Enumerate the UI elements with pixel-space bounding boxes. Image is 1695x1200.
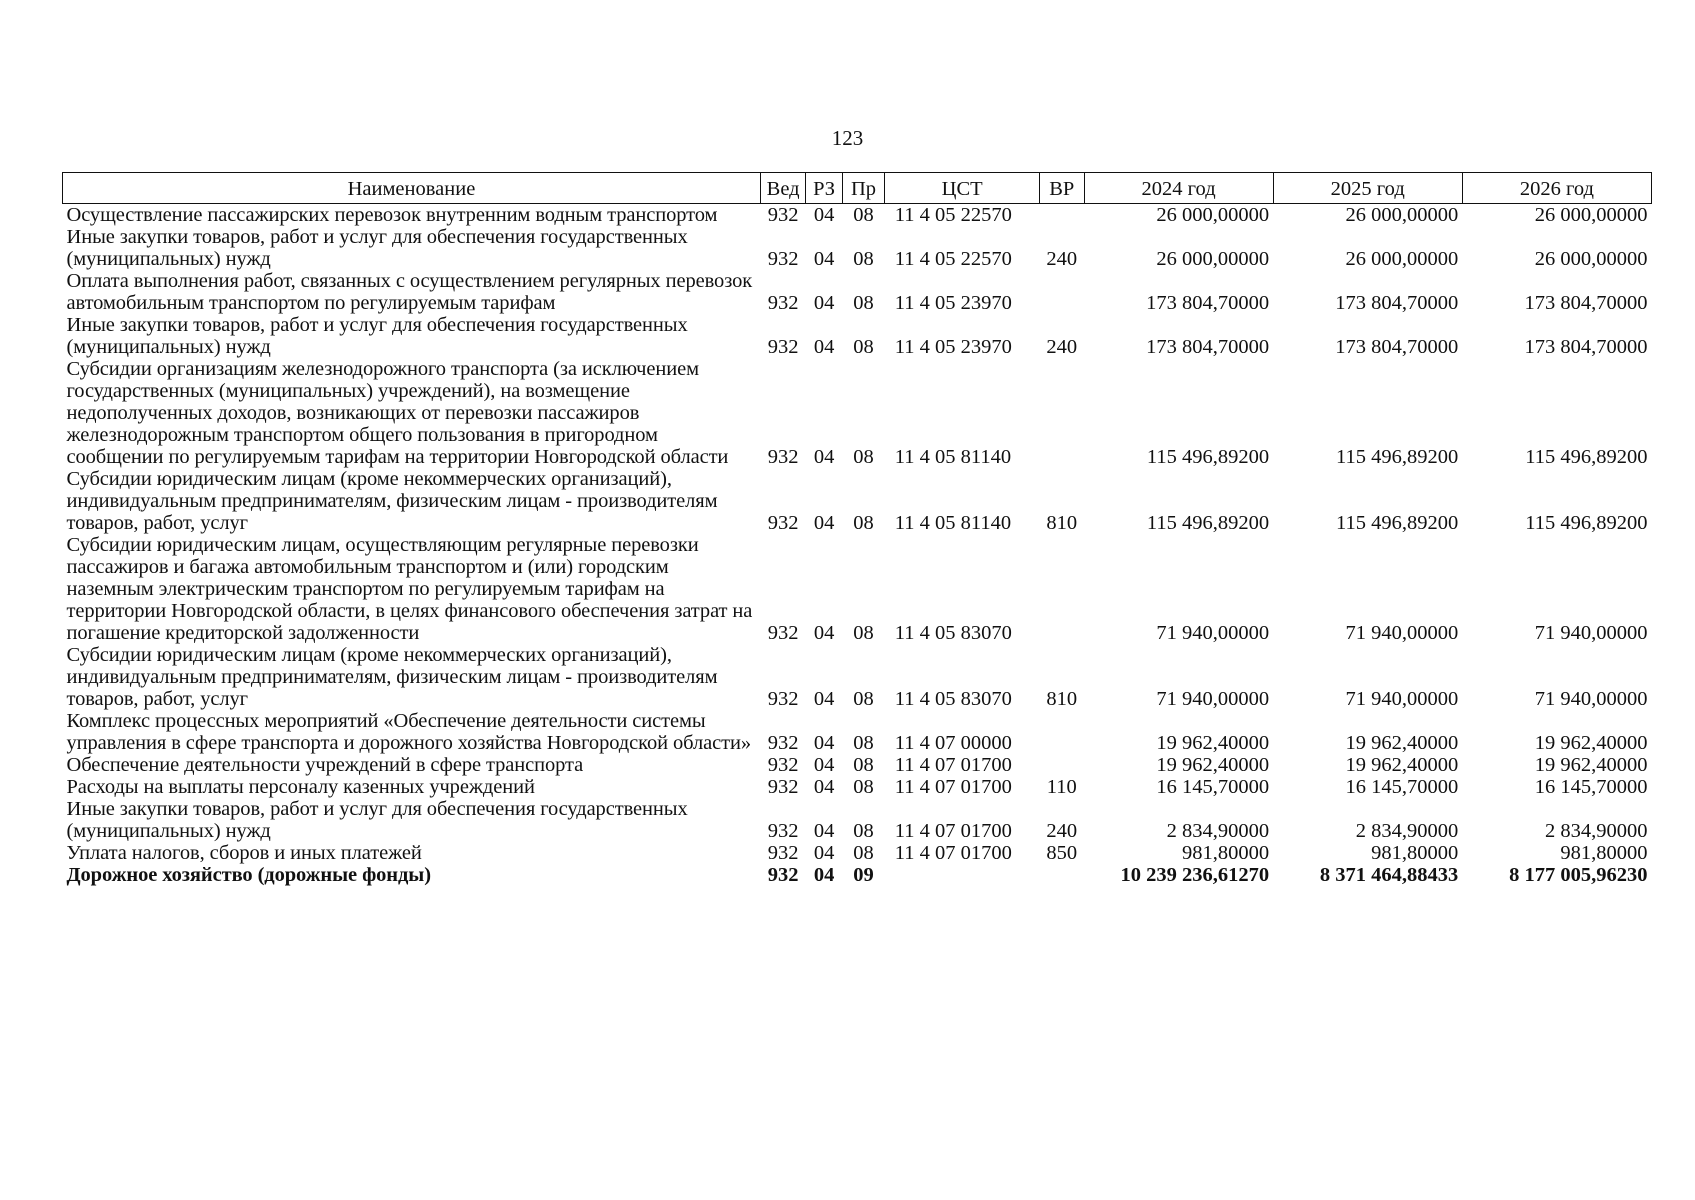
row-value-2025: 26 000,00000 bbox=[1345, 204, 1459, 226]
row-pr: 08 bbox=[853, 688, 874, 710]
row-value-2026: 115 496,89200 bbox=[1525, 446, 1648, 468]
row-ved: 932 bbox=[767, 732, 799, 754]
table-row bbox=[63, 534, 1652, 644]
row-value-2024: 19 962,40000 bbox=[1156, 754, 1270, 776]
row-rz: 04 bbox=[813, 512, 835, 534]
row-name: Обеспечение деятельности учреждений в сфере транспорта bbox=[66, 754, 584, 776]
row-rz: 04 bbox=[813, 754, 835, 776]
row-value-2026: 981,80000 bbox=[1560, 842, 1648, 864]
row-value-2026: 71 940,00000 bbox=[1534, 622, 1648, 644]
row-vr bbox=[1040, 710, 1085, 754]
table-row bbox=[63, 204, 1652, 227]
row-rz: 04 bbox=[813, 688, 835, 710]
row-cst: 11 4 07 01700 bbox=[894, 776, 1012, 798]
row-cst: 11 4 05 83070 bbox=[894, 688, 1012, 710]
row-name: Расходы на выплаты персоналу казенных учреждений bbox=[66, 776, 535, 798]
header-name: Наименование bbox=[63, 173, 761, 204]
row-name: Субсидии юридическим лицам (кроме некоммерческих организаций), индивидуальным предпринимателям, физическим лицам - производителям товаров, работ, услуг bbox=[66, 468, 718, 534]
row-ved: 932 bbox=[767, 776, 799, 798]
row-ved: 932 bbox=[767, 446, 799, 468]
table-header-row bbox=[63, 173, 1652, 204]
row-pr: 09 bbox=[853, 864, 874, 886]
row-pr: 08 bbox=[853, 336, 874, 358]
budget-table bbox=[62, 172, 1652, 886]
row-name: Субсидии юридическим лицам, осуществляющим регулярные перевозки пассажиров и багажа автомобильным транспортом и (или) городским наземным электрическим транспортом по регулируемым тарифам на территории Новгородской области, в целях финансового обеспечения затрат на погашение кредиторской задолженности bbox=[66, 534, 753, 644]
table-row bbox=[63, 270, 1652, 314]
table-row bbox=[63, 226, 1652, 270]
row-value-2025: 173 804,70000 bbox=[1335, 336, 1459, 358]
row-pr: 08 bbox=[853, 776, 874, 798]
row-value-2025: 19 962,40000 bbox=[1345, 732, 1459, 754]
row-cst: 11 4 07 01700 bbox=[894, 754, 1012, 776]
row-pr: 08 bbox=[853, 732, 874, 754]
row-value-2025: 71 940,00000 bbox=[1345, 622, 1459, 644]
row-value-2026: 26 000,00000 bbox=[1534, 204, 1648, 226]
row-vr bbox=[1040, 534, 1085, 644]
row-pr: 08 bbox=[853, 754, 874, 776]
row-value-2026: 71 940,00000 bbox=[1534, 688, 1648, 710]
header-cst: ЦСТ bbox=[885, 173, 1040, 204]
row-value-2025: 173 804,70000 bbox=[1335, 292, 1459, 314]
table-row bbox=[63, 314, 1652, 358]
row-name: Субсидии юридическим лицам (кроме некоммерческих организаций), индивидуальным предпринимателям, физическим лицам - производителям товаров, работ, услуг bbox=[66, 644, 718, 710]
row-name: Оплата выполнения работ, связанных с осуществлением регулярных перевозок автомобильным транспортом по регулируемым тарифам bbox=[66, 270, 753, 314]
row-ved: 932 bbox=[767, 820, 799, 842]
row-name: Иные закупки товаров, работ и услуг для обеспечения государственных (муниципальных) нужд bbox=[66, 226, 688, 270]
row-rz: 04 bbox=[813, 776, 835, 798]
row-ved: 932 bbox=[767, 864, 799, 886]
row-value-2024: 71 940,00000 bbox=[1156, 622, 1270, 644]
row-vr: 810 bbox=[1046, 688, 1078, 710]
row-value-2024: 16 145,70000 bbox=[1156, 776, 1270, 798]
row-ved: 932 bbox=[767, 842, 799, 864]
header-2025: 2025 год bbox=[1273, 173, 1462, 204]
row-value-2025: 16 145,70000 bbox=[1345, 776, 1459, 798]
row-pr: 08 bbox=[853, 512, 874, 534]
row-pr: 08 bbox=[853, 842, 874, 864]
page-number: 123 bbox=[831, 126, 864, 150]
row-vr bbox=[1040, 270, 1085, 314]
row-ved: 932 bbox=[767, 336, 799, 358]
table-row bbox=[63, 468, 1652, 534]
row-cst: 11 4 05 23970 bbox=[894, 292, 1012, 314]
row-cst: 11 4 07 01700 bbox=[894, 820, 1012, 842]
row-value-2026: 26 000,00000 bbox=[1534, 248, 1648, 270]
row-value-2025: 71 940,00000 bbox=[1345, 688, 1459, 710]
row-value-2024: 2 834,90000 bbox=[1166, 820, 1270, 842]
header-vr: ВР bbox=[1040, 173, 1085, 204]
row-pr: 08 bbox=[853, 820, 874, 842]
row-name: Комплекс процессных мероприятий «Обеспечение деятельности системы управления в сфере транспорта и дорожного хозяйства Новгородской области» bbox=[66, 710, 751, 754]
row-ved: 932 bbox=[767, 622, 799, 644]
row-vr: 240 bbox=[1046, 336, 1078, 358]
row-value-2025: 2 834,90000 bbox=[1355, 820, 1459, 842]
row-value-2026: 115 496,89200 bbox=[1525, 512, 1648, 534]
row-value-2024: 71 940,00000 bbox=[1156, 688, 1270, 710]
row-pr: 08 bbox=[853, 292, 874, 314]
row-value-2026: 19 962,40000 bbox=[1534, 754, 1648, 776]
row-pr: 08 bbox=[853, 204, 874, 226]
row-value-2024: 26 000,00000 bbox=[1156, 248, 1270, 270]
row-rz: 04 bbox=[813, 842, 835, 864]
header-pr: Пр bbox=[842, 173, 884, 204]
table-row bbox=[63, 842, 1652, 864]
row-value-2026: 173 804,70000 bbox=[1524, 336, 1648, 358]
row-value-2025: 8 371 464,88433 bbox=[1319, 864, 1459, 886]
table-row bbox=[63, 864, 1652, 886]
row-ved: 932 bbox=[767, 204, 799, 226]
table-body bbox=[63, 204, 1652, 887]
row-vr: 810 bbox=[1046, 512, 1078, 534]
header-2026: 2026 год bbox=[1462, 173, 1651, 204]
table-row bbox=[63, 776, 1652, 798]
row-value-2026: 2 834,90000 bbox=[1545, 820, 1648, 842]
row-rz: 04 bbox=[813, 864, 835, 886]
row-value-2024: 981,80000 bbox=[1182, 842, 1270, 864]
row-vr bbox=[1040, 754, 1085, 776]
row-name: Субсидии организациям железнодорожного транспорта (за исключением государственных (муниципальных) учреждений), на возмещение недополученных доходов, возникающих от перевозки пассажиров железнодорожным транспортом общего пользования в пригородном сообщении по регулируемым тарифам на территории Новгородской области bbox=[66, 358, 729, 468]
row-rz: 04 bbox=[813, 292, 835, 314]
row-name: Иные закупки товаров, работ и услуг для обеспечения государственных (муниципальных) нужд bbox=[66, 798, 688, 842]
row-name: Осуществление пассажирских перевозок внутренним водным транспортом bbox=[66, 204, 718, 226]
row-rz: 04 bbox=[813, 622, 835, 644]
row-ved: 932 bbox=[767, 292, 799, 314]
header-ved: Вед bbox=[760, 173, 806, 204]
row-value-2024: 26 000,00000 bbox=[1156, 204, 1270, 226]
row-cst bbox=[885, 864, 1040, 886]
row-name: Иные закупки товаров, работ и услуг для обеспечения государственных (муниципальных) нужд bbox=[66, 314, 688, 358]
row-value-2025: 981,80000 bbox=[1371, 842, 1459, 864]
row-value-2026: 173 804,70000 bbox=[1524, 292, 1648, 314]
row-value-2025: 19 962,40000 bbox=[1345, 754, 1459, 776]
row-vr bbox=[1040, 204, 1085, 227]
row-pr: 08 bbox=[853, 622, 874, 644]
row-value-2026: 8 177 005,96230 bbox=[1509, 864, 1648, 886]
row-rz: 04 bbox=[813, 248, 835, 270]
row-ved: 932 bbox=[767, 248, 799, 270]
row-rz: 04 bbox=[813, 204, 835, 226]
row-vr: 240 bbox=[1046, 248, 1078, 270]
row-value-2026: 19 962,40000 bbox=[1534, 732, 1648, 754]
row-cst: 11 4 07 00000 bbox=[894, 732, 1012, 754]
row-rz: 04 bbox=[813, 732, 835, 754]
row-cst: 11 4 05 23970 bbox=[894, 336, 1012, 358]
row-cst: 11 4 05 81140 bbox=[894, 512, 1012, 534]
table-row bbox=[63, 358, 1652, 468]
row-pr: 08 bbox=[853, 248, 874, 270]
row-value-2024: 19 962,40000 bbox=[1156, 732, 1270, 754]
table-row bbox=[63, 644, 1652, 710]
row-rz: 04 bbox=[813, 820, 835, 842]
table-row bbox=[63, 710, 1652, 754]
row-value-2026: 16 145,70000 bbox=[1534, 776, 1648, 798]
row-cst: 11 4 07 01700 bbox=[894, 842, 1012, 864]
row-ved: 932 bbox=[767, 512, 799, 534]
row-value-2024: 115 496,89200 bbox=[1146, 446, 1270, 468]
header-2024: 2024 год bbox=[1084, 173, 1273, 204]
row-value-2024: 173 804,70000 bbox=[1146, 292, 1270, 314]
table-row bbox=[63, 798, 1652, 842]
row-cst: 11 4 05 22570 bbox=[894, 204, 1012, 226]
row-cst: 11 4 05 81140 bbox=[894, 446, 1012, 468]
row-rz: 04 bbox=[813, 446, 835, 468]
row-value-2024: 115 496,89200 bbox=[1146, 512, 1270, 534]
row-pr: 08 bbox=[853, 446, 874, 468]
row-name: Дорожное хозяйство (дорожные фонды) bbox=[66, 864, 431, 886]
row-vr bbox=[1040, 358, 1085, 468]
table-row bbox=[63, 754, 1652, 776]
header-rz: РЗ bbox=[806, 173, 842, 204]
row-ved: 932 bbox=[767, 688, 799, 710]
row-rz: 04 bbox=[813, 336, 835, 358]
row-value-2025: 26 000,00000 bbox=[1345, 248, 1459, 270]
row-value-2025: 115 496,89200 bbox=[1336, 446, 1459, 468]
row-cst: 11 4 05 22570 bbox=[894, 248, 1012, 270]
row-value-2024: 173 804,70000 bbox=[1146, 336, 1270, 358]
row-vr: 240 bbox=[1046, 820, 1078, 842]
row-cst: 11 4 05 83070 bbox=[894, 622, 1012, 644]
row-vr bbox=[1040, 864, 1085, 886]
row-vr: 110 bbox=[1046, 776, 1077, 798]
row-vr: 850 bbox=[1046, 842, 1078, 864]
row-value-2025: 115 496,89200 bbox=[1336, 512, 1459, 534]
row-ved: 932 bbox=[767, 754, 799, 776]
row-value-2024: 10 239 236,61270 bbox=[1120, 864, 1270, 886]
row-name: Уплата налогов, сборов и иных платежей bbox=[66, 842, 422, 864]
